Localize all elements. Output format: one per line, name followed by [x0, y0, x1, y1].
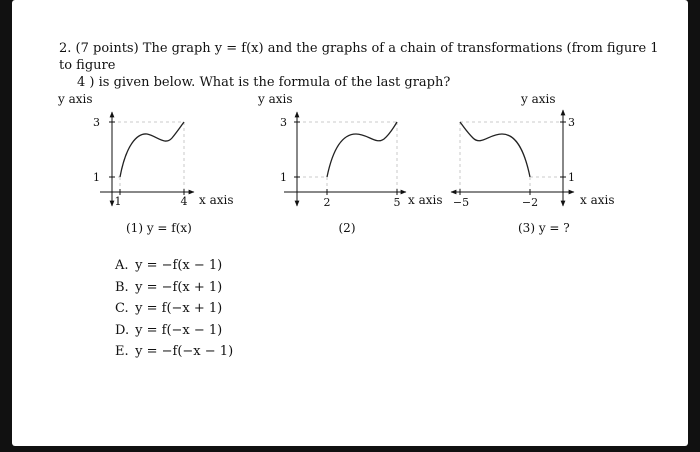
option-letter: D. [115, 322, 130, 338]
option-formula: y = f(−x − 1) [135, 322, 223, 338]
x-axis-label: x axis [408, 193, 443, 207]
option-letter: C. [115, 301, 129, 316]
y-axis-label: y axis [258, 92, 293, 106]
x-axis-label: x axis [199, 193, 234, 207]
function-curve [460, 122, 530, 177]
function-curve [327, 122, 397, 177]
question-line-1: 2. (7 points) The graph y = f(x) and the graphs of a chain of transformations (from figure 1 to figure [59, 41, 659, 73]
y-tick-label: 3 [280, 116, 287, 129]
y-tick-label: 1 [568, 171, 575, 184]
x-tick-label: 2 [323, 196, 331, 209]
option-letter: A. [115, 258, 129, 273]
question-line-2: 4 ) is given below. What is the formula of the last graph? [77, 75, 451, 90]
option-letter: E. [115, 344, 129, 359]
x-tick-label: 1 [114, 195, 122, 208]
figure-caption: (3) y = ? [518, 221, 570, 235]
option-formula: y = f(−x + 1) [135, 301, 223, 316]
y-tick-label: 3 [93, 116, 100, 129]
option-formula: y = −f(−x − 1) [135, 344, 234, 359]
figure-3 [451, 92, 615, 235]
x-axis-label: x axis [580, 193, 615, 207]
y-axis-label: y axis [58, 92, 93, 106]
figure-1 [57, 92, 234, 235]
figure-caption: (1) y = f(x) [126, 221, 192, 235]
x-tick-label: −2 [521, 196, 539, 209]
x-tick-label: 4 [180, 195, 188, 208]
y-tick-label: 1 [280, 171, 287, 184]
y-axis-label: y axis [521, 92, 556, 106]
option-letter: B. [115, 279, 129, 295]
x-tick-label: 5 [393, 196, 401, 209]
y-tick-label: 1 [93, 171, 100, 184]
option-formula: y = −f(x − 1) [135, 258, 223, 273]
function-curve [120, 122, 184, 177]
figure-2 [257, 92, 443, 235]
option-formula: y = −f(x + 1) [135, 279, 223, 295]
y-tick-label: 3 [568, 116, 575, 129]
figure-caption: (2) [338, 221, 356, 235]
x-tick-label: −5 [452, 196, 470, 209]
